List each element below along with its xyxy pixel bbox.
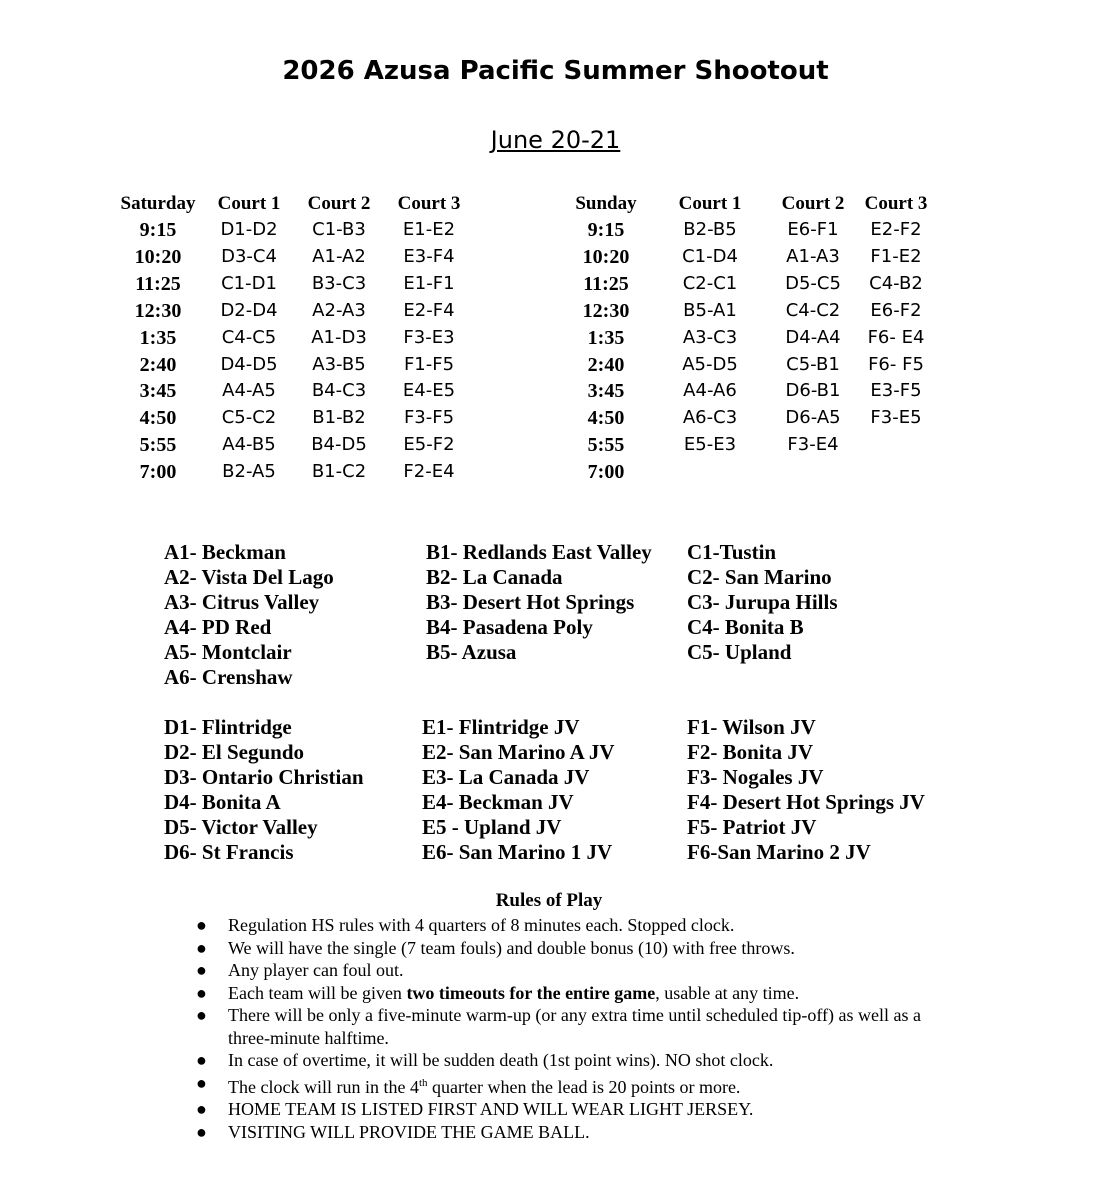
team-e-entry: E3- La Canada JV [422, 765, 590, 789]
sunday-game: A6-C3 [682, 407, 738, 429]
sunday-game: E6-F2 [870, 299, 922, 321]
sunday-time: 2:40 [587, 353, 625, 376]
team-c-entry: C3- Jurupa Hills [687, 590, 838, 614]
rule-item: ● Any player can foul out. [196, 960, 404, 980]
sunday-game: A4-A6 [683, 380, 737, 402]
bullet-icon: ● [196, 1005, 207, 1025]
saturday-time: 11:25 [135, 272, 181, 295]
saturday-time: 3:45 [139, 380, 177, 403]
bullet-icon: ● [196, 960, 207, 980]
rule-item: ● HOME TEAM IS LISTED FIRST AND WILL WEAR LIGHT JERSEY. [196, 1099, 754, 1119]
sunday-game: A1-A3 [786, 245, 840, 267]
sunday-time: 5:55 [587, 434, 625, 457]
sunday-game: D5-C5 [785, 272, 841, 294]
saturday-game: E3-F4 [403, 245, 455, 267]
saturday-game: A1-D3 [311, 326, 367, 348]
saturday-game: D2-D4 [220, 299, 278, 321]
saturday-game: E1-F1 [403, 272, 455, 294]
saturday-time: 10:20 [134, 245, 182, 268]
rule-item: ● There will be only a five-minute warm-up (or any extra time until scheduled tip-off) as well as a three-minute halftime. [196, 1005, 921, 1048]
sunday-game: F3-E5 [870, 407, 922, 429]
sunday-time: 4:50 [587, 407, 625, 430]
saturday-time: 7:00 [139, 461, 177, 484]
sunday-game: D6-A5 [785, 407, 841, 429]
team-d-entry: D6- St Francis [164, 840, 294, 864]
sunday-time: 1:35 [587, 326, 625, 349]
sunday-game: E5-E3 [683, 434, 737, 456]
sunday-time: 3:45 [587, 380, 625, 403]
team-a-entry: A4- PD Red [164, 615, 272, 639]
rule-item: ● Each team will be given two timeouts for the entire game, usable at any time. [196, 982, 800, 1003]
rule-superscript: th [418, 1076, 428, 1089]
saturday-game: B4-C3 [311, 380, 367, 402]
sunday-game: F6- F5 [868, 353, 924, 375]
sunday-time: 12:30 [582, 299, 630, 322]
saturday-header-1: Court 1 [217, 193, 281, 214]
team-d-entry: D2- El Segundo [164, 740, 305, 764]
team-b-entry: B5- Azusa [426, 640, 517, 664]
saturday-game: A4-A5 [222, 380, 276, 402]
sunday-header-1: Court 1 [678, 193, 742, 214]
team-a-entry: A5- Montclair [164, 640, 292, 664]
team-f-entry: F2- Bonita JV [687, 740, 813, 764]
team-f-entry: F6-San Marino 2 JV [687, 840, 871, 864]
sunday-game: D4-A4 [785, 326, 841, 348]
sunday-game: F1-E2 [870, 245, 922, 267]
rule-item: ● Regulation HS rules with 4 quarters of 8 minutes each. Stopped clock. [196, 915, 735, 935]
saturday-game: E1-E2 [402, 219, 456, 240]
rules-title: Rules of Play [495, 890, 603, 911]
sunday-game: C1-D4 [682, 245, 738, 267]
saturday-game: B1-C2 [311, 461, 367, 483]
saturday-game: B3-C3 [311, 272, 367, 294]
rule-item: ● VISITING WILL PROVIDE THE GAME BALL. [196, 1121, 590, 1142]
saturday-game: B1-B2 [312, 407, 366, 429]
saturday-game: F2-E4 [403, 461, 455, 483]
saturday-game: A1-A2 [312, 245, 366, 267]
team-f-entry: F5- Patriot JV [687, 815, 817, 839]
bullet-icon: ● [196, 1050, 207, 1070]
sunday-game: E3-F5 [870, 380, 922, 402]
team-b-entry: B4- Pasadena Poly [426, 615, 593, 639]
sunday-header-2: Court 2 [781, 193, 845, 214]
saturday-header-0: Saturday [120, 193, 196, 214]
sunday-header-0: Sunday [575, 193, 637, 214]
team-a-entry: A2- Vista Del Lago [164, 565, 334, 589]
saturday-game: F1-F5 [403, 353, 455, 375]
saturday-game: F3-F5 [403, 407, 455, 429]
team-b-entry: B1- Redlands East Valley [426, 540, 652, 564]
page-title: 2026 Azusa Pacific Summer Shootout [282, 56, 829, 86]
sunday-time: 11:25 [583, 272, 629, 295]
saturday-game: E5-F2 [403, 434, 455, 456]
team-e-entry: E4- Beckman JV [422, 790, 574, 814]
sunday-game: B5-A1 [683, 299, 737, 321]
sunday-game: A3-C3 [682, 326, 738, 348]
team-f-entry: F4- Desert Hot Springs JV [687, 790, 925, 814]
saturday-time: 1:35 [139, 326, 177, 349]
team-b-entry: B3- Desert Hot Springs [426, 590, 635, 614]
sunday-time: 9:15 [587, 219, 625, 241]
sunday-game: A5-D5 [682, 353, 738, 375]
sunday-game: C5-B1 [786, 353, 840, 375]
rule-item: ● The clock will run in the 4th quarter when the lead is 20 points or more. [196, 1072, 741, 1097]
team-b-entry: B2- La Canada [426, 565, 563, 589]
rules-list [196, 914, 956, 1143]
team-d-entry: D4- Bonita A [164, 790, 281, 814]
bullet-icon: ● [196, 937, 207, 958]
team-f-entry: F3- Nogales JV [687, 765, 824, 789]
team-c-entry: C1-Tustin [687, 540, 777, 564]
saturday-game: F3-E3 [403, 326, 455, 348]
sunday-game: D6-B1 [785, 380, 841, 402]
sunday-game: C2-C1 [682, 272, 738, 294]
sunday-game: E2-F2 [870, 219, 922, 240]
saturday-game: A2-A3 [312, 299, 366, 321]
bullet-icon: ● [196, 1099, 207, 1119]
rule-item: ● In case of overtime, it will be sudden death (1st point wins). NO shot clock. [196, 1050, 774, 1070]
saturday-game: C1-D1 [221, 272, 277, 294]
team-a-entry: A6- Crenshaw [164, 665, 293, 689]
team-f-entry: F1- Wilson JV [687, 715, 816, 739]
date-subtitle [0, 126, 1111, 154]
rule-item: ● We will have the single (7 team fouls) and double bonus (10) with free throws. [196, 937, 795, 958]
team-e-entry: E2- San Marino A JV [422, 740, 615, 764]
saturday-game: D3-C4 [221, 245, 277, 267]
saturday-game: C5-C2 [221, 407, 277, 429]
date-text: June 20-21 [490, 126, 621, 154]
saturday-game: C1-B3 [312, 219, 366, 240]
sunday-game: F6- E4 [867, 326, 925, 348]
sunday-game: E6-F1 [787, 219, 839, 240]
sunday-time: 7:00 [587, 461, 625, 484]
sunday-game: C4-C2 [785, 299, 841, 321]
team-d-entry: D3- Ontario Christian [164, 765, 364, 789]
rule-emphasis: two timeouts for the entire game [406, 982, 656, 1003]
saturday-header-3: Court 3 [397, 193, 461, 214]
saturday-game: A3-B5 [312, 353, 366, 375]
team-d-entry: D1- Flintridge [164, 715, 292, 739]
sunday-time: 10:20 [582, 245, 630, 268]
saturday-game: E4-E5 [402, 380, 456, 402]
team-e-entry: E5 - Upland JV [422, 815, 562, 839]
bullet-icon: ● [196, 915, 207, 935]
saturday-game: D4-D5 [220, 353, 278, 375]
saturday-game: B4-D5 [311, 434, 367, 456]
team-c-entry: C5- Upland [687, 640, 792, 664]
saturday-time: 12:30 [134, 299, 182, 322]
team-e-entry: E6- San Marino 1 JV [422, 840, 613, 864]
saturday-time: 4:50 [139, 407, 177, 430]
team-a-entry: A1- Beckman [164, 540, 286, 564]
saturday-game: B2-A5 [222, 461, 276, 483]
saturday-time: 5:55 [139, 434, 177, 457]
team-e-entry: E1- Flintridge JV [422, 715, 580, 739]
saturday-time: 2:40 [139, 353, 177, 376]
sunday-game: C4-B2 [869, 272, 923, 294]
team-c-entry: C2- San Marino [687, 565, 832, 589]
saturday-game: C4-C5 [221, 326, 277, 348]
bullet-icon: ● [196, 982, 207, 1003]
saturday-game: D1-D2 [220, 219, 278, 240]
team-d-entry: D5- Victor Valley [164, 815, 318, 839]
saturday-time: 9:15 [139, 219, 177, 241]
team-a-entry: A3- Citrus Valley [164, 590, 320, 614]
sunday-game: F3-E4 [787, 434, 839, 456]
saturday-game: E2-F4 [403, 299, 455, 321]
saturday-header-2: Court 2 [307, 193, 371, 214]
sunday-game: B2-B5 [683, 219, 737, 240]
team-c-entry: C4- Bonita B [687, 615, 804, 639]
saturday-game: A4-B5 [222, 434, 276, 456]
bullet-icon: ● [196, 1121, 207, 1142]
sunday-header-3: Court 3 [864, 193, 928, 214]
bullet-icon: ● [196, 1072, 207, 1093]
